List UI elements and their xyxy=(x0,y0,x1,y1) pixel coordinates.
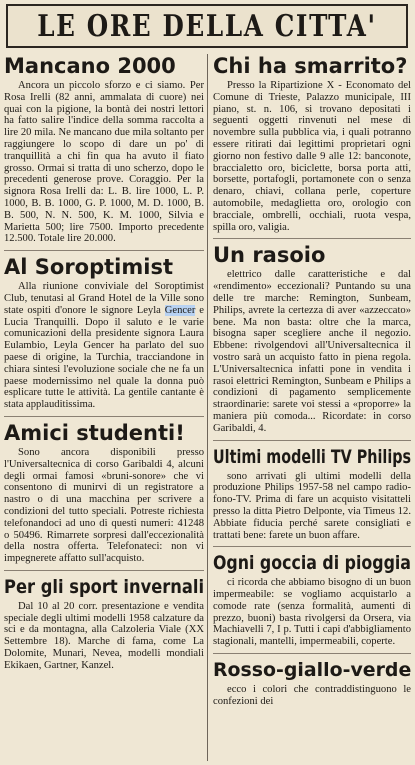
column-divider xyxy=(207,54,208,761)
article-separator xyxy=(4,570,204,571)
right-column xyxy=(213,54,411,765)
article-goccia-pioggia xyxy=(213,551,411,648)
article-body: Dal 10 al 20 corr. presentazione e vendita speciale degli ultimi modelli 1958 calzature da sci e da montagna, alla Calzoleria Viale (XX Settembre 18). Marche di fama, come La Dolomite, Munari, Nevea, modelli mondiali Ekikaen, Gartner, Kanzel. xyxy=(4,600,204,671)
article-chi-ha-smarrito xyxy=(213,54,411,233)
article-body: ci ricorda che abbiamo bisogno di un buon impermeabile: se vogliamo acquistarlo a comode rate (senza formalità, aumenti di prezzo, buoni) basta rivolgersi da Orsera, via Machiavelli 7, I p. Tutti i capi d'abbigliamento stagionali, mantelli, impermeabili, coperte. xyxy=(213,577,411,648)
article-rosso-giallo-verde xyxy=(213,658,411,708)
article-un-rasoio xyxy=(213,243,411,434)
article-tv-philips xyxy=(213,445,411,542)
article-headline: Al Soroptimist xyxy=(4,255,173,280)
article-body-text: e Lucia Tranquilli. Dopo il saluto e le varie comunicazioni della presidente signora Laura Eulambio, Leyla Gencer ha parlato del suo paese di origine, la Turchia, tracciandone in chiara sintesi l'evoluzione sociale che ne fa un paese modernissimo nel quale la donna può esplicare tutte le attività. La gentile cantante è stata applauditissima. xyxy=(4,304,204,411)
article-mancano-2000 xyxy=(4,54,204,245)
article-body-text: Alla riunione conviviale del Soroptimist Club, tenutasi al Grand Hotel de la Ville sono state ospiti d'onore le signore Leyla xyxy=(4,281,204,316)
article-separator xyxy=(213,238,411,239)
article-separator xyxy=(4,250,204,251)
masthead-title: LE ORE DELLA CITTA' xyxy=(37,8,377,44)
article-headline: Ultimi modelli TV Philips xyxy=(213,445,411,468)
article-headline: Per gli sport invernali xyxy=(4,575,204,598)
article-separator xyxy=(213,653,411,654)
article-amici-studenti xyxy=(4,421,204,565)
left-column xyxy=(4,54,204,765)
article-headline: Chi ha smarrito? xyxy=(213,54,408,78)
article-soroptimist xyxy=(4,255,204,411)
highlighted-text[interactable]: Gencer xyxy=(164,304,196,316)
article-body: Presso la Ripartizione X - Economato del Comune di Trieste, Palazzo municipale, III piano, st. n. 106, si trovano depositati i seguenti oggetti rinvenuti nel mese di novembre sulla pubblica via, i quali potranno essere ritirati dai legittimi proprietari ogni giorno non festivo dalle 9 alle 12: banconote, braccialetto oro, biciclette, borsa porta atti, borsette, portafogli, portamonete con o senza denaro, chiavi, collana perle, coperture automobile, medaglietta oro, orologio con bracciale, ombrelli, occhiali, ruota vespa, spilla oro, valigia. xyxy=(213,80,411,233)
article-separator xyxy=(213,440,411,441)
article-body: ecco i colori che contraddistinguono le confezioni dei xyxy=(213,684,411,707)
article-separator xyxy=(213,546,411,547)
article-body: Sono ancora disponibili presso l'Universaltecnica di corso Garibaldi 4, alcuni degli ormai famosi «bruni-sonore» che vi consentono di munirvi di un registratore a nastro o di una macchina per scrivere a condizioni del tutto speciali. Potreste richiesta telefonandoci ad uno di questi numeri: 41248 o 50496. Rimarrete sorpresi dall'eccezionalità della nostra offerta. Telefonateci: non vi impegnerete affatto sull'acquisto. xyxy=(4,446,204,565)
article-headline: Ogni goccia di pioggia xyxy=(213,552,411,575)
article-body: Ancora un piccolo sforzo e ci siamo. Per Rosa Irelli (82 anni, ammalata di cuore) nei quai con la pigione, la bontà dei nostri lettori ha fatto salire l'indice della somma raccolta a lire 20 mila. Ne mancano due mila soltanto per raggiungere lo scopo di dare un po' di tranquillità a chi fin qua ha avuto il fiato grosso. Ormai si tratta di uno scherzo, dopo le precedenti generose prove. Coraggio. Per la signora Rosa Irelli da: L. B. lire 1000, L. P. 1000, B. B. 1000, G. P. 1000, M. D. 1000, B. B. 500, N. N. 500, K. M. 1000, Silvia e Marietta 500; lire 7500. Importo precedente 12.500. Totale lire 20.000. xyxy=(4,80,204,245)
article-body xyxy=(4,281,204,411)
article-body: elettrico dalle caratteristiche e dal «rendimento» eccezionali? Puntando su una delle tre marche: Remington, Sunbeam, Philips, avrete la certezza di aver «azzeccato» bene. Ma non basta: oltre che la marca, bisogna saper scegliere anche il negozio. Ebbene: rivolgendovi all'Universaltecnica il vostro sarà un acquisto fatto in piena regola. L'Universaltecnica infatti pone in vendita i rasoi elettrici Remington, Sunbeam e Philips a condizioni di pagamento semplicemente straordinarie: sarete voi stessi a «proporre» la maniera più comoda... Ricordate: in corso Garibaldi, 4. xyxy=(213,269,411,434)
article-body: sono arrivati gli ultimi modelli della produzione Philips 1957-58 nel campo radio-fono-TV. Prima di fare un acquisto visitatteli presso la ditta Pietro Delponte, via Timeus 12. Abbiate fiducia perché sarete consigliati e trattati bene: farete un buon affare. xyxy=(213,470,411,541)
article-headline: Un rasoio xyxy=(213,243,326,268)
article-headline: Rosso-giallo-verde xyxy=(213,659,411,682)
article-headline: Mancano 2000 xyxy=(4,54,176,78)
masthead xyxy=(6,4,408,48)
article-separator xyxy=(4,416,204,417)
article-headline: Amici studenti! xyxy=(4,420,185,445)
article-sport-invernali xyxy=(4,575,204,672)
